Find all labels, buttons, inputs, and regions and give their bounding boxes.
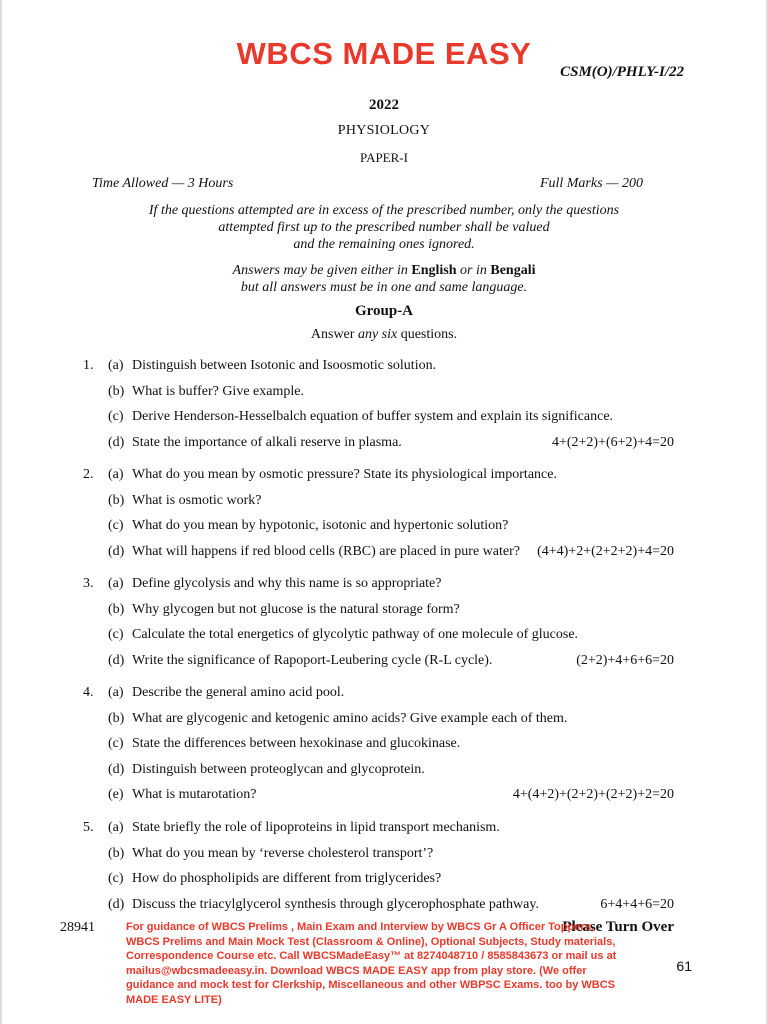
question-number: 3. [83, 576, 94, 591]
answer-text: Answer [310, 327, 358, 342]
language-text: or in [456, 263, 491, 278]
question-part [108, 358, 436, 374]
question-part [108, 820, 500, 836]
promo-text: For guidance of WBCS Prelims , Main Exam and Interview by WBCS Gr A Officer Toppers, WBCS Prelims and Main Mock Test (Classroom & Online), Optional Subjects, Study materials, Correspondence Course etc. Call WBCSMadeEasy™ at 8274048710 / 8585843673 or mail us at mailus@wbcsmadeeasy.in. Download WBCS MADE EASY app from play store. (We offer guidance and mock test for Clerkship, Miscellaneous and other WBPSC Exams. too by WBCS MADE EASY LITE) [126, 921, 617, 1006]
part-label: (c) [108, 736, 124, 751]
subject-title: PHYSIOLOGY [337, 123, 431, 138]
question-part [108, 627, 578, 643]
part-label: (a) [108, 358, 124, 373]
part-label: (a) [108, 467, 124, 482]
part-text: State the differences between hexokinase and glucokinase. [132, 736, 461, 751]
marks-distribution: 4+(4+2)+(2+2)+(2+2)+2=20 [512, 787, 674, 802]
part-text: What do you mean by hypotonic, isotonic and hypertonic solution? [132, 518, 509, 533]
marks-distribution: (4+4)+2+(2+2+2)+4=20 [537, 543, 674, 559]
question-part [108, 787, 256, 803]
language-line-1 [0, 262, 768, 279]
part-text: Why glycogen but not glucose is the natural storage form? [132, 601, 460, 617]
question-part [108, 384, 304, 400]
brand-watermark: WBCS MADE EASY [236, 36, 532, 71]
part-label: (c) [108, 409, 124, 424]
exam-year: 2022 [369, 97, 399, 113]
part-label: (d) [108, 896, 125, 912]
question-part [108, 897, 539, 913]
marks-distribution: 6+4+4+6=20 [600, 896, 674, 912]
question-number: 4. [83, 685, 94, 700]
part-text: Discuss the triacylglycerol synthesis through glycerophosphate pathway. [132, 896, 539, 912]
question-part [108, 871, 441, 887]
question-part [108, 736, 460, 752]
language-line-2: but all answers must be in one and same language. [240, 280, 528, 295]
question-part [108, 711, 567, 727]
part-label: (c) [108, 518, 124, 533]
full-marks: Full Marks — 200 [539, 176, 643, 191]
part-label: (b) [108, 492, 125, 508]
question-part [108, 544, 520, 560]
question-part [108, 846, 433, 862]
language-note [0, 262, 768, 296]
question-part [108, 409, 613, 425]
part-label: (b) [108, 601, 125, 617]
question-part [108, 685, 344, 701]
part-text: What do you mean by ‘reverse cholesterol transport’? [132, 845, 434, 861]
question-number: 2. [83, 467, 94, 482]
question-part [108, 493, 261, 509]
part-text: What is osmotic work? [132, 492, 262, 508]
question-part [108, 576, 441, 592]
instruction-line: If the questions attempted are in excess of the prescribed number, only the questions [148, 203, 620, 218]
question-part [108, 653, 492, 669]
instruction-line: attempted first up to the prescribed number shall be valued [218, 220, 550, 235]
part-text: What are glycogenic and ketogenic amino acids? Give example each of them. [132, 710, 568, 726]
part-text: What is mutarotation? [132, 787, 257, 802]
part-label: (d) [108, 652, 125, 668]
part-text: State briefly the role of lipoproteins in lipid transport mechanism. [132, 820, 500, 835]
part-label: (e) [108, 787, 124, 802]
part-text: Calculate the total energetics of glycolytic pathway of one molecule of glucose. [132, 627, 579, 642]
part-text: Write the significance of Rapoport-Leubering cycle (R-L cycle). [132, 652, 493, 668]
language-english: English [411, 263, 457, 278]
question-part [108, 518, 508, 534]
part-label: (b) [108, 845, 125, 861]
language-text: Answers may be given either in [232, 263, 412, 278]
marks-distribution: (2+2)+4+6+6=20 [576, 652, 674, 668]
group-title: Group-A [354, 303, 414, 319]
part-text: What is buffer? Give example. [132, 383, 304, 399]
turn-over-label: Please Turn Over [562, 919, 674, 935]
part-label: (b) [108, 383, 125, 399]
question-number: 5. [83, 820, 94, 835]
paper-code: CSM(O)/PHLY-I/22 [560, 64, 684, 80]
language-bengali: Bengali [490, 263, 536, 278]
part-text: Derive Henderson-Hesselbalch equation of buffer system and explain its significance. [132, 409, 614, 424]
part-text: What do you mean by osmotic pressure? State its physiological importance. [132, 467, 557, 482]
part-label: (a) [108, 820, 124, 835]
answer-emphasis: any six [357, 327, 398, 342]
question-part [108, 435, 402, 451]
part-text: Distinguish between Isotonic and Isoosmotic solution. [132, 358, 437, 373]
part-label: (a) [108, 576, 124, 591]
part-label: (b) [108, 710, 125, 726]
question-part [108, 762, 425, 778]
part-label: (d) [108, 761, 125, 777]
part-text: How do phospholipids are different from triglycerides? [132, 871, 442, 886]
question-part [108, 467, 557, 483]
paper-title: PAPER-I [360, 150, 408, 165]
part-text: What will happens if red blood cells (RBC) are placed in pure water? [132, 543, 520, 559]
instruction-note [0, 202, 768, 253]
part-text: State the importance of alkali reserve in plasma. [132, 434, 402, 450]
part-label: (d) [108, 543, 125, 559]
question-number: 1. [83, 358, 94, 373]
serial-number: 28941 [60, 920, 95, 935]
page-number: 61 [676, 958, 692, 974]
part-label: (c) [108, 871, 124, 886]
part-label: (d) [108, 434, 125, 450]
part-label: (a) [108, 685, 124, 700]
part-text: Describe the general amino acid pool. [132, 685, 345, 700]
time-allowed: Time Allowed — 3 Hours [92, 176, 234, 191]
part-text: Define glycolysis and why this name is so appropriate? [132, 576, 442, 591]
answer-text: questions. [397, 327, 458, 342]
instruction-line: and the remaining ones ignored. [293, 237, 475, 252]
part-text: Distinguish between proteoglycan and glycoprotein. [132, 761, 425, 777]
answer-instruction [0, 327, 768, 343]
part-label: (c) [108, 627, 124, 642]
question-part [108, 602, 460, 618]
marks-distribution: 4+(2+2)+(6+2)+4=20 [551, 434, 674, 450]
